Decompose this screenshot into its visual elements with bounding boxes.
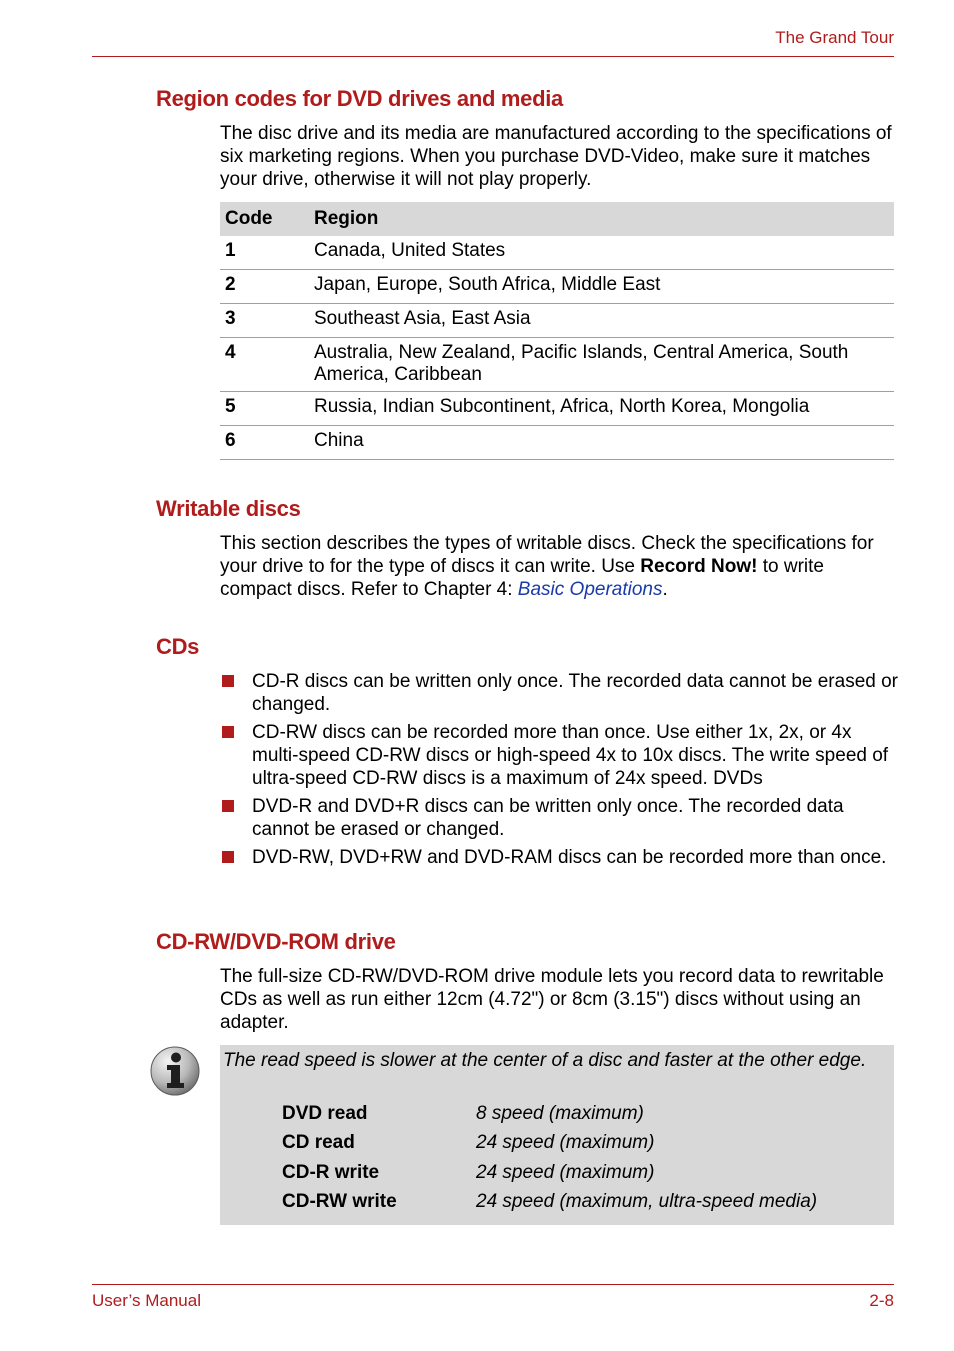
- region-code: 6: [220, 426, 309, 460]
- heading-writable-discs: Writable discs: [156, 496, 301, 521]
- writable-text-3: .: [662, 579, 668, 600]
- table-row: [220, 270, 894, 304]
- region-name: Australia, New Zealand, Pacific Islands, Central America, South America, Caribbean: [309, 338, 894, 392]
- region-name: Russia, Indian Subcontinent, Africa, North Korea, Mongolia: [309, 392, 894, 426]
- bullet-square-icon: [222, 800, 234, 812]
- table-row: [220, 304, 894, 338]
- table-row: [282, 1158, 817, 1188]
- region-table: [220, 202, 894, 460]
- heading-cds: CDs: [156, 634, 200, 659]
- list-item: [220, 795, 900, 841]
- region-name: Canada, United States: [309, 236, 894, 270]
- heading-cdrw-dvdrom-drive: CD-RW/DVD-ROM drive: [156, 929, 396, 954]
- cd-types-list: [220, 670, 900, 874]
- speed-value: 24 speed (maximum, ultra-speed media): [476, 1191, 818, 1213]
- region-code: 5: [220, 392, 309, 426]
- speed-value: 24 speed (maximum): [476, 1161, 655, 1183]
- drive-description: The full-size CD-RW/DVD-ROM drive module lets you record data to rewritable CDs as well as run either 12cm (4.72") or 8cm (3.15") discs without using an adapter.: [220, 966, 884, 1033]
- list-item-text: CD-R discs can be written only once. The recorded data cannot be erased or changed.: [252, 671, 898, 715]
- column-header-code: Code: [220, 202, 309, 236]
- note-box: [220, 1045, 894, 1225]
- bullet-square-icon: [222, 851, 234, 863]
- region-code: 2: [220, 270, 309, 304]
- bullet-square-icon: [222, 726, 234, 738]
- region-code: 3: [220, 304, 309, 338]
- list-item: [220, 721, 900, 790]
- table-row: [282, 1129, 817, 1159]
- table-row: [220, 426, 894, 460]
- writable-text-2: to write compact discs. Refer to Chapter 4:: [220, 556, 825, 600]
- speed-label: CD-R write: [282, 1161, 380, 1183]
- region-name: Japan, Europe, South Africa, Middle East: [309, 270, 894, 304]
- table-header-row: [220, 202, 894, 236]
- region-code: 1: [220, 236, 309, 270]
- table-row: [282, 1188, 817, 1218]
- heading-region-codes: Region codes for DVD drives and media: [156, 86, 563, 111]
- list-item-text: DVD-R and DVD+R discs can be written only once. The recorded data cannot be erased or changed.: [252, 796, 844, 840]
- column-header-region: Region: [309, 202, 894, 236]
- region-code: 4: [220, 338, 309, 392]
- page-number: 2-8: [869, 1291, 894, 1310]
- region-name: China: [309, 426, 894, 460]
- region-intro: The disc drive and its media are manufactured according to the specifications of six marketing regions. When you purchase DVD-Video, make sure it matches your drive, otherwise it will not play properly.: [220, 123, 892, 190]
- basic-operations-link[interactable]: Basic Operations: [517, 579, 663, 600]
- speed-table: [282, 1099, 817, 1217]
- header-rule: [92, 56, 894, 57]
- table-row: [220, 236, 894, 270]
- speed-value: 24 speed (maximum): [476, 1132, 655, 1154]
- list-item: [220, 670, 900, 716]
- bullet-square-icon: [222, 675, 234, 687]
- region-name: Southeast Asia, East Asia: [309, 304, 894, 338]
- writable-intro: [220, 532, 900, 601]
- list-item: [220, 846, 900, 869]
- list-item-text: CD-RW discs can be recorded more than once. Use either 1x, 2x, or 4x multi-speed CD-RW discs or high-speed 4x to 10x discs. The write speed of ultra-speed CD-RW discs is a maximum of 24x speed. DVDs: [252, 722, 889, 789]
- list-item-text: DVD-RW, DVD+RW and DVD-RAM discs can be recorded more than once.: [252, 847, 887, 868]
- footer-manual-title: User’s Manual: [92, 1291, 201, 1310]
- table-row: [282, 1099, 817, 1129]
- table-row: [220, 338, 894, 392]
- table-row: [220, 392, 894, 426]
- note-text: The read speed is slower at the center of a disc and faster at the other edge.: [223, 1050, 867, 1071]
- speed-label: CD-RW write: [282, 1191, 397, 1213]
- speed-label: CD read: [282, 1132, 355, 1154]
- writable-text-1: This section describes the types of writable discs. Check the specifications for your drive to for the type of discs it can write. Use: [220, 533, 874, 577]
- footer-rule: [92, 1284, 894, 1285]
- speed-label: DVD read: [282, 1102, 368, 1124]
- record-now-label: Record Now!: [640, 556, 758, 577]
- speed-value: 8 speed (maximum): [476, 1102, 644, 1124]
- info-icon: [150, 1046, 200, 1096]
- running-header: The Grand Tour: [775, 28, 894, 47]
